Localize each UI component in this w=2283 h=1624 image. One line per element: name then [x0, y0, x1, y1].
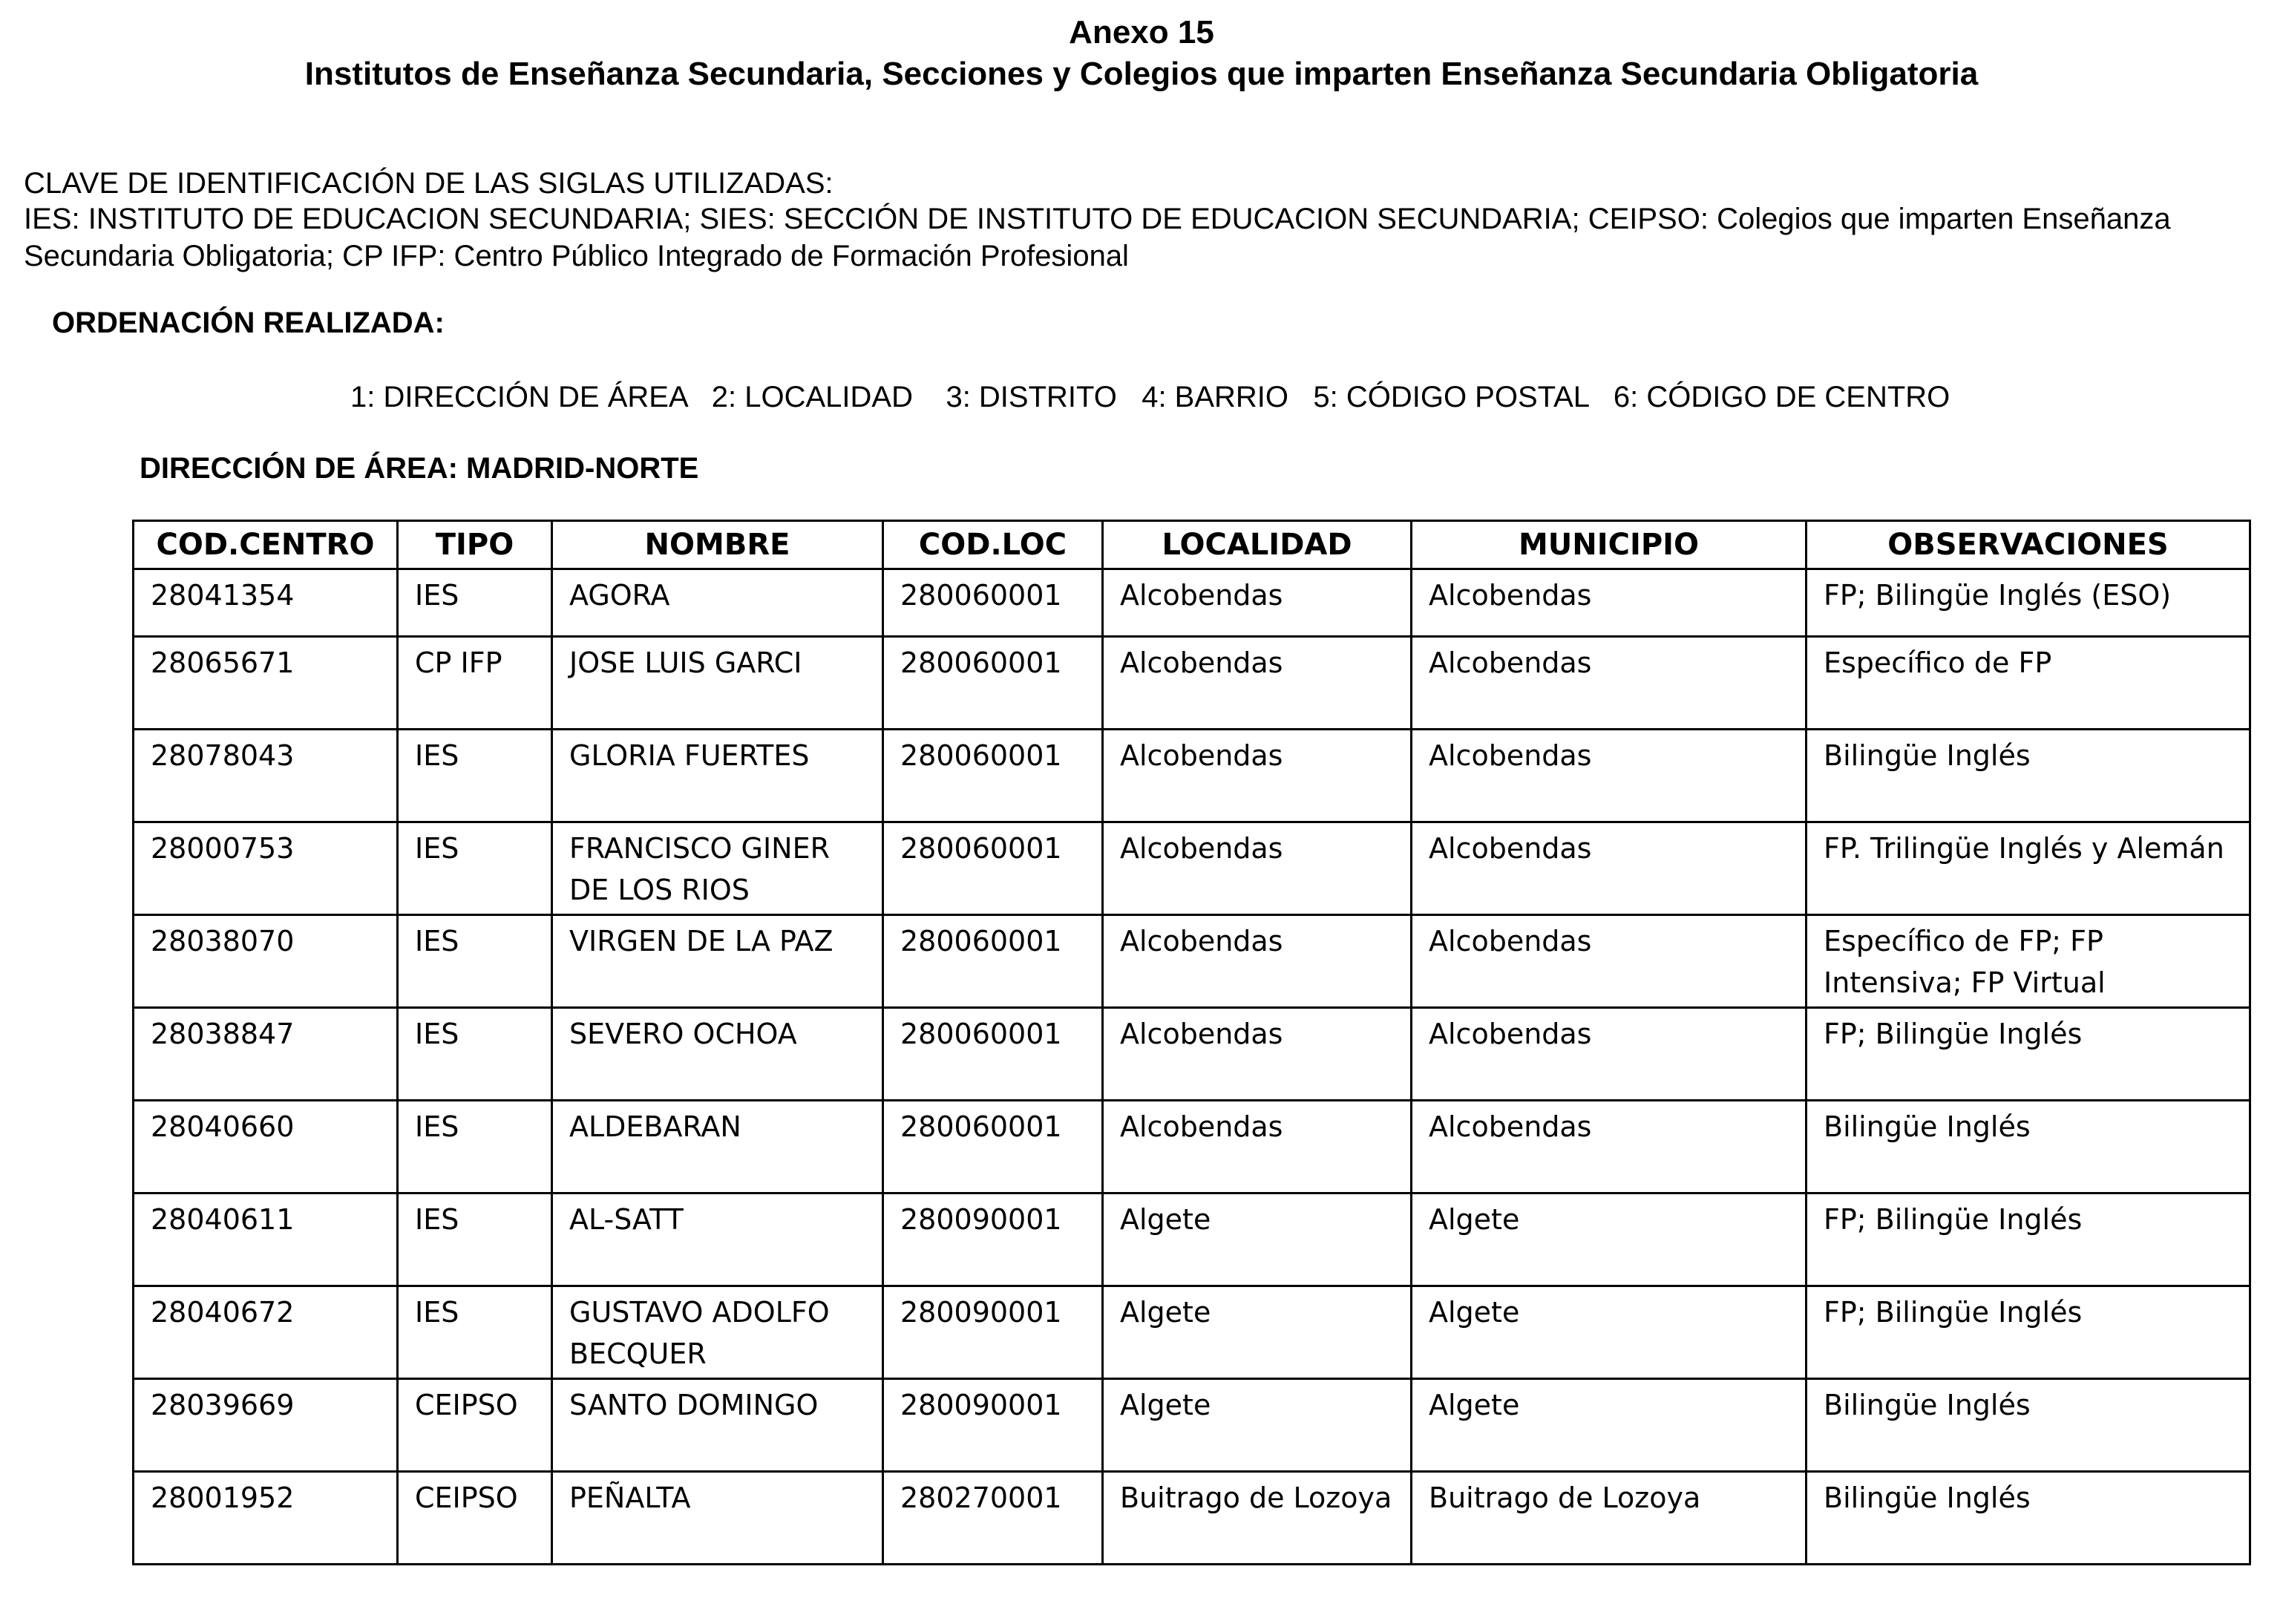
table-row [134, 822, 2250, 915]
table-row [134, 1286, 2250, 1379]
cell-cod-centro: 28001952 [134, 1472, 398, 1565]
annex-title: Anexo 15 [1069, 14, 1214, 50]
cell-tipo: CEIPSO [398, 1472, 552, 1565]
cell-municipio: Alcobendas [1412, 637, 1807, 730]
cell-nombre: FRANCISCO GINER DE LOS RIOS [552, 822, 883, 915]
cell-tipo: IES [398, 730, 552, 822]
cell-cod-loc: 280090001 [883, 1286, 1103, 1379]
cell-cod-loc: 280090001 [883, 1379, 1103, 1472]
cell-municipio: Alcobendas [1412, 1008, 1807, 1101]
cell-observaciones: FP; Bilingüe Inglés (ESO) [1807, 569, 2250, 637]
cell-cod-loc: 280060001 [883, 637, 1103, 730]
cell-nombre: ALDEBARAN [552, 1101, 883, 1194]
cell-tipo: IES [398, 822, 552, 915]
cell-observaciones: Bilingüe Inglés [1807, 1379, 2250, 1472]
cell-tipo: IES [398, 1286, 552, 1379]
cell-localidad: Alcobendas [1103, 730, 1412, 822]
column-header-cod-loc: COD.LOC [883, 521, 1103, 569]
cell-nombre: GLORIA FUERTES [552, 730, 883, 822]
cell-observaciones: Bilingüe Inglés [1807, 730, 2250, 822]
cell-observaciones: FP; Bilingüe Inglés [1807, 1286, 2250, 1379]
cell-tipo: IES [398, 1194, 552, 1286]
column-header-municipio: MUNICIPIO [1412, 521, 1807, 569]
cell-observaciones: Específico de FP; FP Intensiva; FP Virtual [1807, 915, 2250, 1008]
cell-nombre: JOSE LUIS GARCI [552, 637, 883, 730]
table-row [134, 1379, 2250, 1472]
cell-observaciones: FP. Trilingüe Inglés y Alemán [1807, 822, 2250, 915]
cell-localidad: Alcobendas [1103, 1101, 1412, 1194]
cell-observaciones: FP; Bilingüe Inglés [1807, 1008, 2250, 1101]
cell-cod-loc: 280090001 [883, 1194, 1103, 1286]
cell-cod-centro: 28041354 [134, 569, 398, 637]
cell-nombre: SANTO DOMINGO [552, 1379, 883, 1472]
cell-municipio: Alcobendas [1412, 569, 1807, 637]
cell-municipio: Algete [1412, 1286, 1807, 1379]
cell-nombre: AL-SATT [552, 1194, 883, 1286]
cell-observaciones: FP; Bilingüe Inglés [1807, 1194, 2250, 1286]
cell-cod-loc: 280060001 [883, 1101, 1103, 1194]
cell-municipio: Algete [1412, 1194, 1807, 1286]
cell-localidad: Algete [1103, 1286, 1412, 1379]
cell-localidad: Alcobendas [1103, 637, 1412, 730]
table-row [134, 569, 2250, 637]
cell-cod-centro: 28065671 [134, 637, 398, 730]
cell-localidad: Algete [1103, 1379, 1412, 1472]
cell-localidad: Alcobendas [1103, 569, 1412, 637]
column-header-nombre: NOMBRE [552, 521, 883, 569]
centros-table [132, 520, 2251, 1565]
cell-cod-centro: 28000753 [134, 822, 398, 915]
table-row [134, 1101, 2250, 1194]
cell-municipio: Alcobendas [1412, 1101, 1807, 1194]
cell-localidad: Algete [1103, 1194, 1412, 1286]
table-header-row [134, 521, 2250, 569]
cell-cod-loc: 280060001 [883, 1008, 1103, 1101]
cell-cod-loc: 280060001 [883, 822, 1103, 915]
cell-municipio: Alcobendas [1412, 822, 1807, 915]
cell-municipio: Buitrago de Lozoya [1412, 1472, 1807, 1565]
cell-cod-centro: 28040672 [134, 1286, 398, 1379]
cell-tipo: IES [398, 1008, 552, 1101]
cell-nombre: GUSTAVO ADOLFO BECQUER [552, 1286, 883, 1379]
column-header-localidad: LOCALIDAD [1103, 521, 1412, 569]
legend-title: CLAVE DE IDENTIFICACIÓN DE LAS SIGLAS UTILIZADAS: [24, 167, 833, 200]
cell-nombre: VIRGEN DE LA PAZ [552, 915, 883, 1008]
cell-cod-centro: 28038070 [134, 915, 398, 1008]
cell-localidad: Alcobendas [1103, 822, 1412, 915]
cell-cod-loc: 280060001 [883, 730, 1103, 822]
area-label: DIRECCIÓN DE ÁREA: MADRID-NORTE [140, 452, 699, 485]
cell-observaciones: Específico de FP [1807, 637, 2250, 730]
cell-tipo: IES [398, 1101, 552, 1194]
cell-observaciones: Bilingüe Inglés [1807, 1101, 2250, 1194]
cell-nombre: PEÑALTA [552, 1472, 883, 1565]
cell-localidad: Buitrago de Lozoya [1103, 1472, 1412, 1565]
document-subtitle: Institutos de Enseñanza Secundaria, Secciones y Colegios que imparten Enseñanza Secundaria Obligatoria [304, 56, 1979, 92]
cell-localidad: Alcobendas [1103, 1008, 1412, 1101]
table-row [134, 1472, 2250, 1565]
table-row [134, 637, 2250, 730]
cell-cod-loc: 280270001 [883, 1472, 1103, 1565]
cell-tipo: CEIPSO [398, 1379, 552, 1472]
ordering-label: ORDENACIÓN REALIZADA: [52, 307, 445, 339]
cell-observaciones: Bilingüe Inglés [1807, 1472, 2250, 1565]
column-header-tipo: TIPO [398, 521, 552, 569]
cell-tipo: IES [398, 569, 552, 637]
cell-localidad: Alcobendas [1103, 915, 1412, 1008]
cell-tipo: IES [398, 915, 552, 1008]
cell-tipo: CP IFP [398, 637, 552, 730]
cell-cod-loc: 280060001 [883, 569, 1103, 637]
table-row [134, 915, 2250, 1008]
cell-cod-centro: 28039669 [134, 1379, 398, 1472]
cell-nombre: AGORA [552, 569, 883, 637]
cell-cod-centro: 28040611 [134, 1194, 398, 1286]
column-header-cod-centro: COD.CENTRO [134, 521, 398, 569]
table-row [134, 730, 2250, 822]
cell-nombre: SEVERO OCHOA [552, 1008, 883, 1101]
column-header-observaciones: OBSERVACIONES [1807, 521, 2250, 569]
table-row [134, 1194, 2250, 1286]
ordering-items: 1: DIRECCIÓN DE ÁREA 2: LOCALIDAD 3: DISTRITO 4: BARRIO 5: CÓDIGO POSTAL 6: CÓDIGO DE CENTRO [350, 381, 1950, 413]
table-row [134, 1008, 2250, 1101]
cell-municipio: Algete [1412, 1379, 1807, 1472]
cell-cod-centro: 28040660 [134, 1101, 398, 1194]
cell-municipio: Alcobendas [1412, 730, 1807, 822]
legend-text: IES: INSTITUTO DE EDUCACION SECUNDARIA; SIES: SECCIÓN DE INSTITUTO DE EDUCACION SECUNDARIA; CEIPSO: Colegios que imparten Enseñanza Secundaria Obligatoria; CP IFP: Centro Público Integrado de Formación Profesional [24, 203, 2171, 272]
cell-cod-centro: 28038847 [134, 1008, 398, 1101]
cell-cod-centro: 28078043 [134, 730, 398, 822]
cell-municipio: Alcobendas [1412, 915, 1807, 1008]
cell-cod-loc: 280060001 [883, 915, 1103, 1008]
